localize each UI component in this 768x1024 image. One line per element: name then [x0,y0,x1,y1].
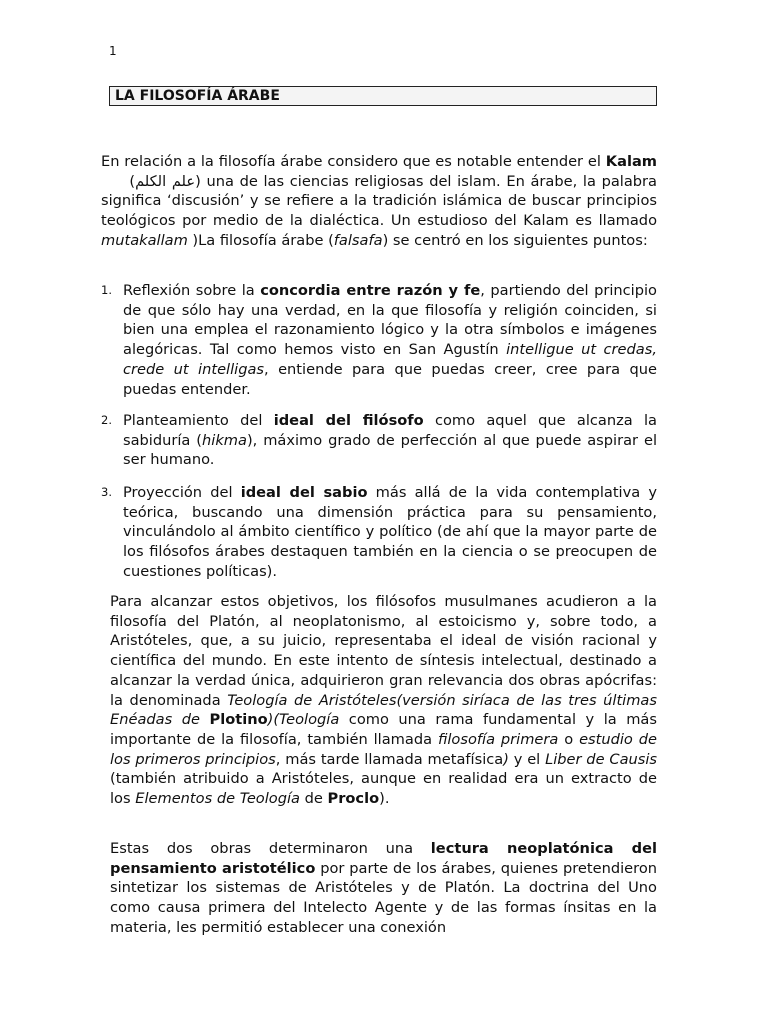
list-text: Proyección del ideal del sabio más allá de la vida contemplativa y teórica, buscando una dimensión práctica para su pensamiento, vinculándolo al ámbito científico y político (de ahí que la mayor parte de los filósofos árabes destaquen también en la ciencia o se preocupen de cuestiones políticas). [123,484,657,580]
list-item [101,411,657,470]
list-number: 3. [101,485,112,499]
section-title: LA FILOSOFÍA ÁRABE [109,86,657,106]
term-kalam: Kalam [605,153,657,170]
list-item [101,281,657,399]
list-item [101,483,657,582]
list-number: 2. [101,413,112,427]
body-paragraph: Estas dos obras determinaron una lectura neoplatónica del pensamiento aristotélico por parte de los árabes, quienes pretendieron sintetizar los sistemas de Aristóteles y de Platón. La doctrina del Uno como causa primera del Intelecto Agente y de las formas ínsitas en la materia, les permitió establecer una conexión [110,840,657,936]
term-mutakallam: mutakallam [101,231,188,249]
term-falsafa: falsafa [333,231,383,249]
list-number: 1. [101,283,112,297]
intro-paragraph: En relación a la filosofía árabe considero que es notable entender el Kalam (علم الكلم) una de las ciencias religiosas del islam. En árabe, la palabra significa ‘discusión’ y se refiere a la tradición islámica de buscar principios teológicos por medio de la dialéctica. Un estudioso del Kalam es llamado mutakallam )La filosofía árabe (falsafa) se centró en los siguientes puntos: [101,153,658,249]
body-paragraph: Para alcanzar estos objetivos, los filósofos musulmanes acudieron a la filosofía del Platón, al neoplatonismo, al estoicismo y, sobre todo, a Aristóteles, que, a su juicio, representaba el ideal de visión racional y científica del mundo. En este intento de síntesis intelectual, destinado a alcanzar la verdad única, adquirieron gran relevancia dos obras apócrifas: la denominada Teología de Aristóteles(versión siríaca de las tres últimas Enéadas de Plotino)(Teología como una rama fundamental y la más importante de la filosofía, también llamada filosofía primera o estudio de los primeros principios, más tarde llamada metafísica) y el Liber de Causis (también atribuido a Aristóteles, aunque en realidad era un extracto de los Elementos de Teología de Proclo). [110,593,658,808]
list-text: Reflexión sobre la concordia entre razón y fe, partiendo del principio de que sólo hay una verdad, en la que filosofía y religión coinciden, si bien una emplea el razonamiento lógico y la otra símbolos e imágenes alegóricas. Tal como hemos visto en San Agustín intelligue ut credas, crede ut intelligas, entiende para que puedas creer, cree para que puedas entender. [123,282,657,398]
page-number: 1 [109,44,117,58]
arabic-term: علم الكلم [135,172,196,190]
list-text: Planteamiento del ideal del filósofo como aquel que alcanza la sabiduría (hikma), máximo grado de perfección al que puede aspirar el ser humano. [123,412,658,469]
